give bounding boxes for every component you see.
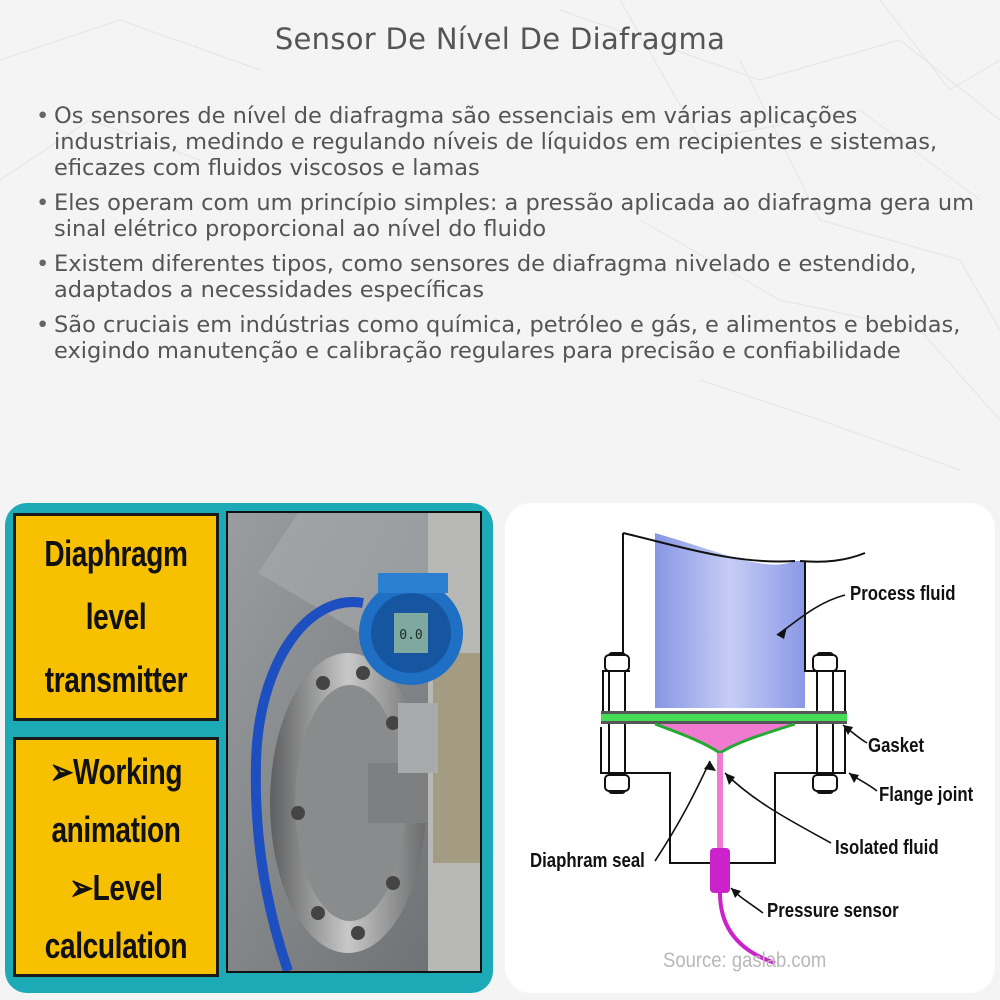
label-pressure-sensor: Pressure sensor bbox=[767, 900, 899, 922]
bullet-item: • Os sensores de nível de diafragma são essenciais em várias aplicações industriais, medindo e regulando níveis de líquidos em recipientes e sistemas, eficazes com fluidos viscosos e lamas bbox=[32, 103, 977, 181]
diaphragm-seal-diagram bbox=[505, 503, 995, 993]
title-box bbox=[13, 513, 219, 721]
bullet-item: • São cruciais em indústrias como química, petróleo e gás, e alimentos e bebidas, exigindo manutenção e calibração regulares para precisão e confiabilidade bbox=[32, 312, 977, 364]
transmitter-photo bbox=[226, 511, 482, 973]
title-line: Diaphragm bbox=[44, 533, 188, 574]
bullet-item: • Eles operam com um princípio simples: a pressão aplicada ao diafragma gera um sinal elétrico proporcional ao nível do fluido bbox=[32, 190, 977, 242]
display-readout: 0.0 bbox=[399, 628, 423, 643]
label-isolated-fluid: Isolated fluid bbox=[835, 837, 939, 859]
title-line: level bbox=[85, 596, 147, 637]
label-flange-joint: Flange joint bbox=[879, 784, 974, 806]
label-diaphram-seal: Diaphram seal bbox=[530, 850, 645, 872]
transmitter-video-thumbnail bbox=[5, 503, 493, 993]
bullet-list bbox=[32, 103, 977, 373]
page-title: Sensor De Nível De Diafragma bbox=[274, 22, 726, 56]
title-line: transmitter bbox=[44, 659, 188, 700]
bullet-item: • Existem diferentes tipos, como sensores de diafragma nivelado e estendido, adaptados a necessidades específicas bbox=[32, 251, 977, 303]
topics-box bbox=[13, 737, 219, 977]
topic-line: ➢Level bbox=[69, 867, 163, 908]
label-process-fluid: Process fluid bbox=[850, 583, 956, 605]
source-credit: Source: gaslab.com bbox=[663, 949, 827, 972]
topic-line: ➢Working bbox=[49, 751, 183, 792]
topic-line: calculation bbox=[44, 925, 188, 966]
topic-line: animation bbox=[51, 809, 181, 850]
label-gasket: Gasket bbox=[868, 735, 925, 757]
